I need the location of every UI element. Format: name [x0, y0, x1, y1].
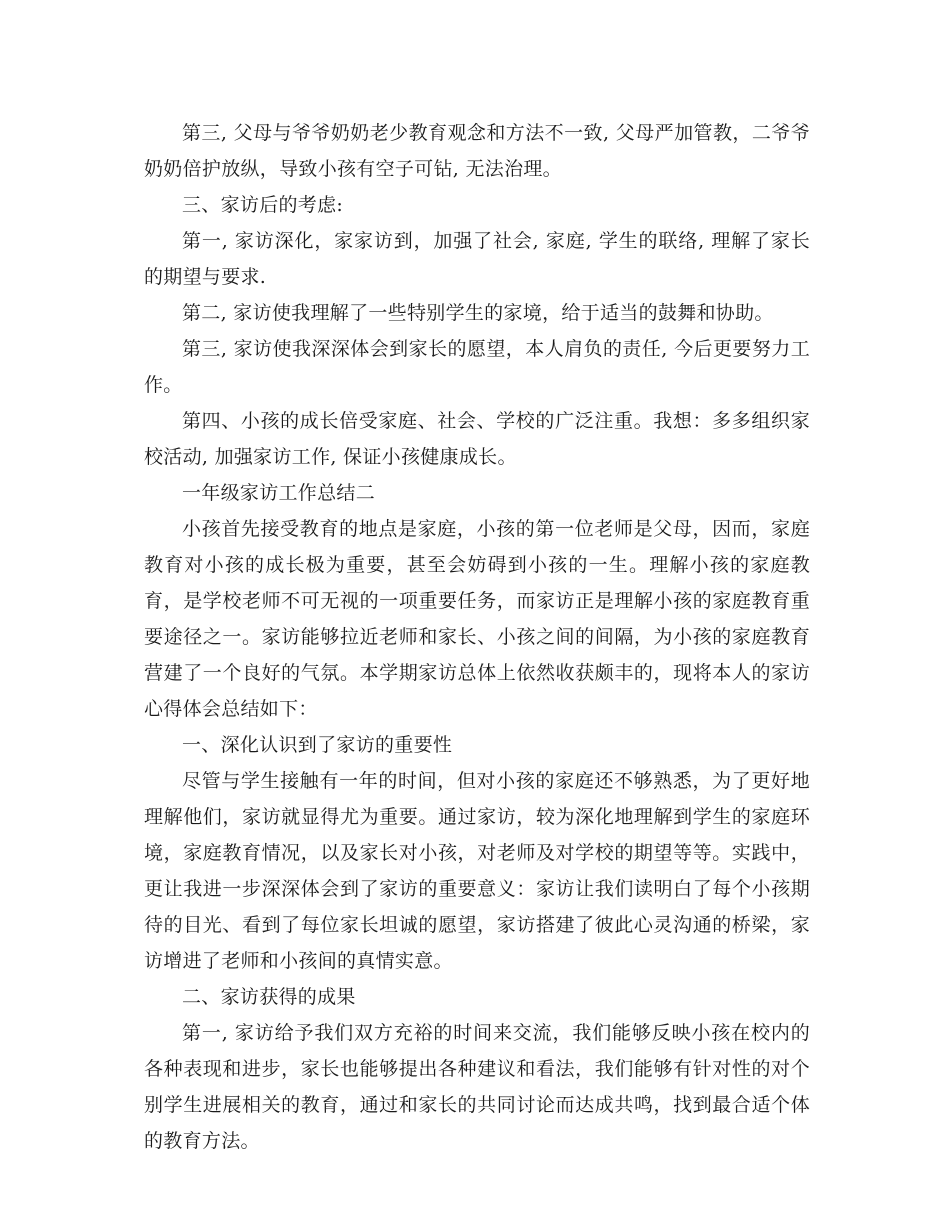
paragraph-parent-inconsistency: 第三, 父母与爷爷奶奶老少教育观念和方法不一致, 父母严加管教，二爷爷奶奶倍护放纵，导致小孩有空子可钻, 无法治理。 — [144, 122, 810, 180]
paragraph-reflection-3: 第三, 家访使我深深体会到家长的愿望，本人肩负的责任, 今后更要努力工作。 — [144, 338, 810, 396]
document-body — [144, 115, 810, 1159]
heading-reflections: 三、家访后的考虑: — [182, 194, 344, 216]
paragraph-reflection-4: 第四、小孩的成长倍受家庭、社会、学校的广泛注重。我想：多多组织家校活动, 加强家访工作, 保证小孩健康成长。 — [144, 410, 810, 468]
paragraph-reflection-1: 第一, 家访深化，家家访到，加强了社会, 家庭, 学生的联络, 理解了家长的期望与要求. — [144, 230, 810, 288]
heading-results: 二、家访获得的成果 — [182, 986, 356, 1008]
heading-importance: 一、深化认识到了家访的重要性 — [182, 734, 453, 756]
paragraph-intro: 小孩首先接受教育的地点是家庭，小孩的第一位老师是父母，因而，家庭教育对小孩的成长极为重要，甚至会妨碍到小孩的一生。理解小孩的家庭教育，是学校老师不可无视的一项重要任务，而家访正是理解小孩的家庭教育重要途径之一。家访能够拉近老师和家长、小孩之间的间隔，为小孩的家庭教育营建了一个良好的气氛。本学期家访总体上依然收获颇丰的，现将本人的家访心得体会总结如下： — [144, 518, 810, 720]
paragraph-importance: 尽管与学生接触有一年的时间，但对小孩的家庭还不够熟悉，为了更好地理解他们，家访就显得尤为重要。通过家访，较为深化地理解到学生的家庭环境，家庭教育情况，以及家长对小孩，对老师及对学校的期望等等。实践中，更让我进一步深深体会到了家访的重要意义：家访让我们读明白了每个小孩期待的目光、看到了每位家长坦诚的愿望，家访搭建了彼此心灵沟通的桥梁，家访增进了老师和小孩间的真情实意。 — [144, 770, 810, 972]
paragraph-results-1: 第一, 家访给予我们双方充裕的时间来交流，我们能够反映小孩在校内的各种表现和进步，家长也能够提出各种建议和看法，我们能够有针对性的对个别学生进展相关的教育，通过和家长的共同讨论而达成共鸣，找到最合适个体的教育方法。 — [144, 1022, 810, 1152]
section-title-summary-two: 一年级家访工作总结二 — [182, 482, 376, 504]
paragraph-reflection-2: 第二, 家访使我理解了一些特别学生的家境，给于适当的鼓舞和协助。 — [182, 302, 774, 324]
